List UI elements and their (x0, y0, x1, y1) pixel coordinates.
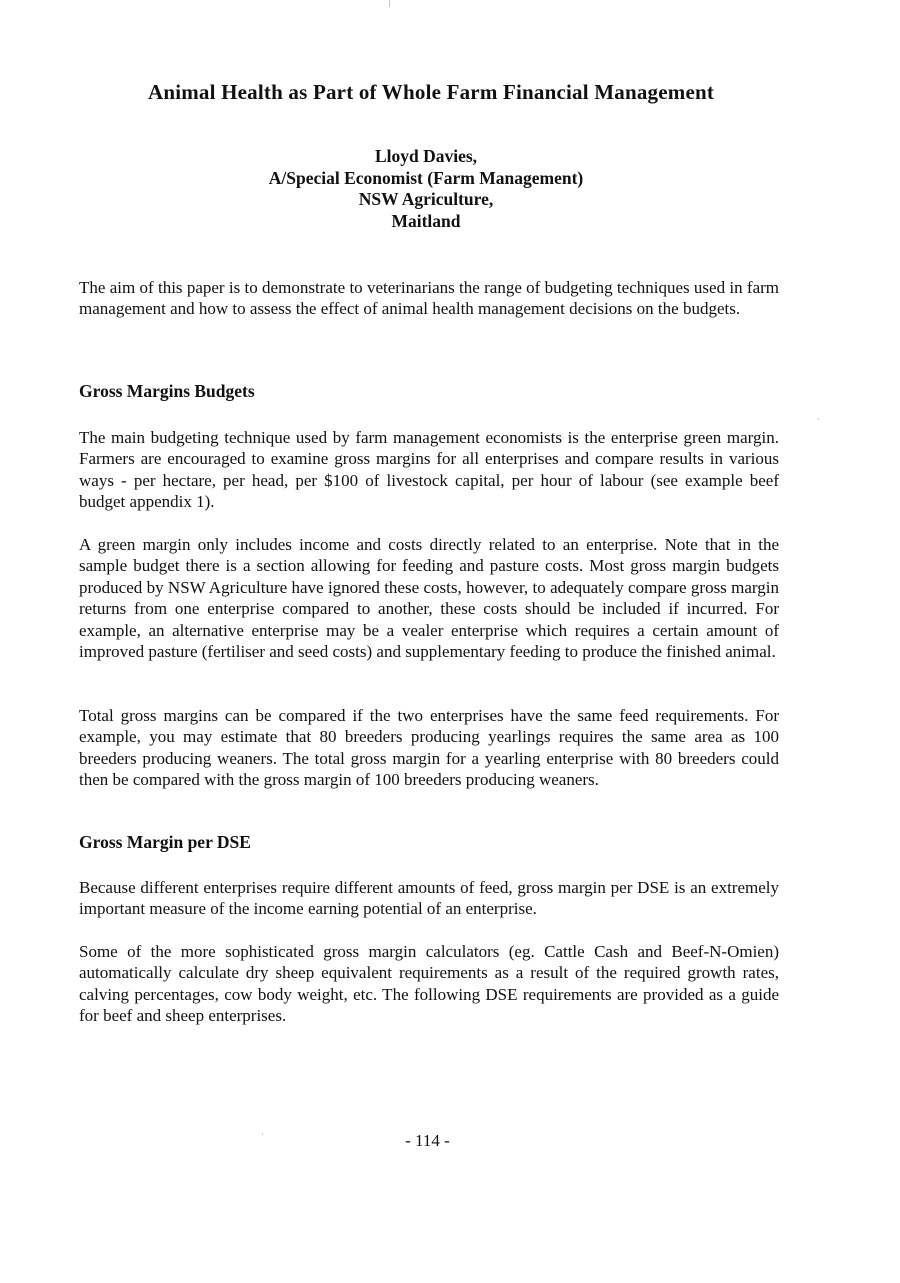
body-paragraph: Total gross margins can be compared if the two enterprises have the same feed requirements. For example, you may estimate that 80 breeders producing yearlings requires the same area as 100 breeders producing weaners. The total gross margin for a yearling enterprise with 80 breeders could then be compared with the gross margin of 100 breeders producing weaners. (79, 706, 779, 790)
body-paragraph: Because different enterprises require different amounts of feed, gross margin per DSE is an extremely important measure of the income earning potential of an enterprise. (79, 878, 779, 919)
scan-speck (389, 0, 390, 7)
page-number: - 114 - (405, 1131, 450, 1150)
body-paragraph: The main budgeting technique used by farm management economists is the enterprise green margin. Farmers are encouraged to examine gross margins for all enterprises and compare results in various ways - per hectare, per head, per $100 of livestock capital, per hour of labour (see example beef budget appendix 1). (79, 428, 779, 512)
document-title: Animal Health as Part of Whole Farm Financial Management (147, 80, 715, 104)
body-paragraph: A green margin only includes income and costs directly related to an enterprise. Note that in the sample budget there is a section allowing for feeding and pasture costs. Most gross margin budgets produced by NSW Agriculture have ignored these costs, however, to adequately compare gross margin returns from one enterprise compared to another, these costs should be included if incurred. For example, an alternative enterprise may be a vealer enterprise which requires a certain amount of improved pasture (fertiliser and seed costs) and supplementary feeding to produce the finished animal. (79, 535, 779, 662)
body-paragraph: Some of the more sophisticated gross margin calculators (eg. Cattle Cash and Beef-N-Omien) automatically calculate dry sheep equivalent requirements as a result of the required growth rates, calving percentages, cow body weight, etc. The following DSE requirements are provided as a guide for beef and sheep enterprises. (79, 942, 779, 1026)
author-location: Maitland (391, 210, 461, 231)
author-organisation: NSW Agriculture, (358, 189, 494, 209)
section-heading-gross-margins-budgets: Gross Margins Budgets (79, 381, 255, 401)
scan-speck (818, 418, 819, 420)
author-name: Lloyd Davies, (374, 146, 478, 166)
author-position: A/Special Economist (Farm Management) (268, 167, 584, 188)
intro-paragraph: The aim of this paper is to demonstrate to veterinarians the range of budgeting techniques used in farm management and how to assess the effect of animal health management decisions on the budgets. (79, 278, 779, 319)
author-block (0, 146, 852, 232)
section-heading-gross-margin-per-dse: Gross Margin per DSE (79, 832, 251, 852)
